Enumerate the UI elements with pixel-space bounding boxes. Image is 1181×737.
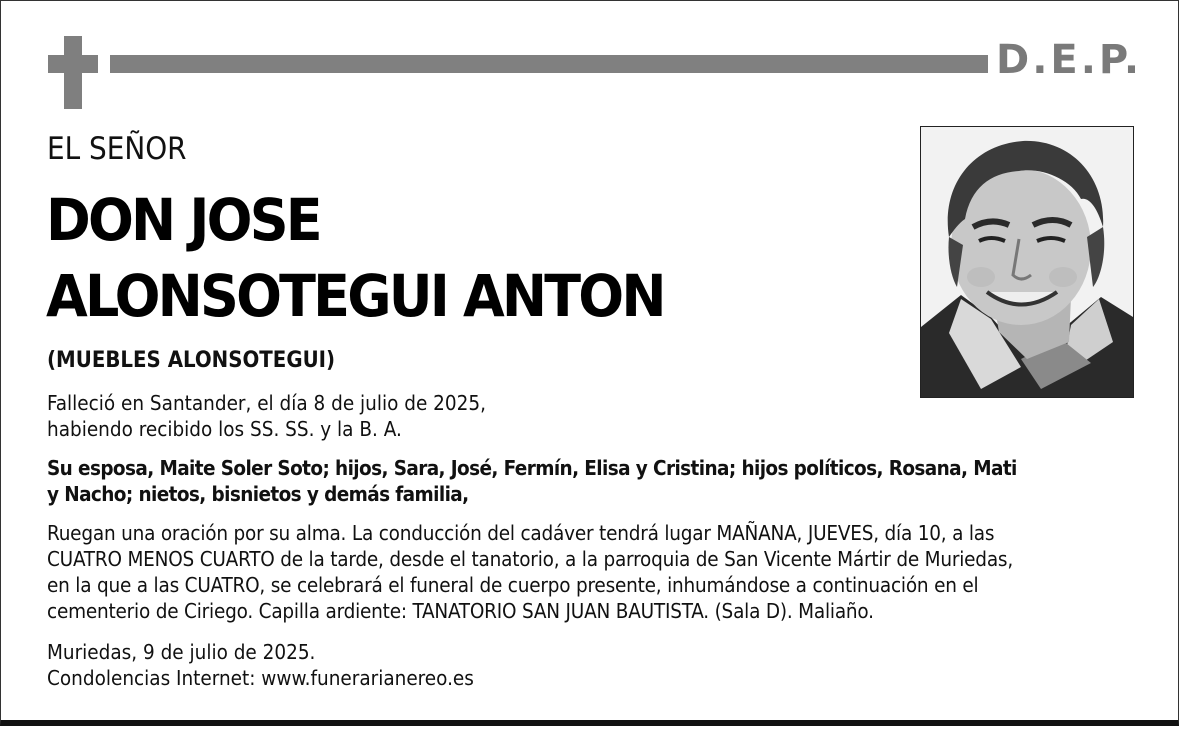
portrait-illustration bbox=[921, 127, 1133, 397]
funeral-line-2: CUATRO MENOS CUARTO de la tarde, desde el tanatorio, a la parroquia de San Vicente Mártir de Muriedas, bbox=[47, 547, 1013, 571]
family-line-1: Su esposa, Maite Soler Soto; hijos, Sara, José, Fermín, Elisa y Cristina; hijos políticos, Rosana, Mati bbox=[47, 456, 1017, 480]
portrait-photo bbox=[920, 126, 1134, 398]
deceased-name-line2: ALONSOTEGUI ANTON bbox=[46, 262, 664, 330]
header-rule bbox=[110, 55, 988, 73]
deceased-name bbox=[46, 182, 664, 334]
death-line-1: Falleció en Santander, el día 8 de julio de 2025, bbox=[47, 391, 486, 415]
funeral-line-4: cementerio de Ciriego. Capilla ardiente: TANATORIO SAN JUAN BAUTISTA. (Sala D). Maliaño. bbox=[47, 599, 874, 623]
death-line-2: habiendo recibido los SS. SS. y la B. A. bbox=[47, 417, 402, 441]
family-line-2: y Nacho; nietos, bisnietos y demás familia, bbox=[47, 482, 469, 506]
dep-label: D.E.P. bbox=[996, 37, 1143, 83]
condolences-link[interactable]: Condolencias Internet: www.funerarianereo.es bbox=[47, 666, 474, 690]
cross-icon-arm bbox=[48, 55, 98, 73]
funeral-line-3: en la que a las CUATRO, se celebrará el funeral de cuerpo presente, inhumándose a continuación en el bbox=[47, 573, 979, 597]
business-name: (MUEBLES ALONSOTEGUI) bbox=[47, 348, 336, 373]
place-date: Muriedas, 9 de julio de 2025. bbox=[47, 640, 316, 664]
deceased-prefix: EL SEÑOR bbox=[47, 131, 187, 167]
funeral-line-1: Ruegan una oración por su alma. La conducción del cadáver tendrá lugar MAÑANA, JUEVES, día 10, a las bbox=[47, 521, 995, 545]
deceased-name-line1: DON JOSE bbox=[46, 186, 320, 254]
